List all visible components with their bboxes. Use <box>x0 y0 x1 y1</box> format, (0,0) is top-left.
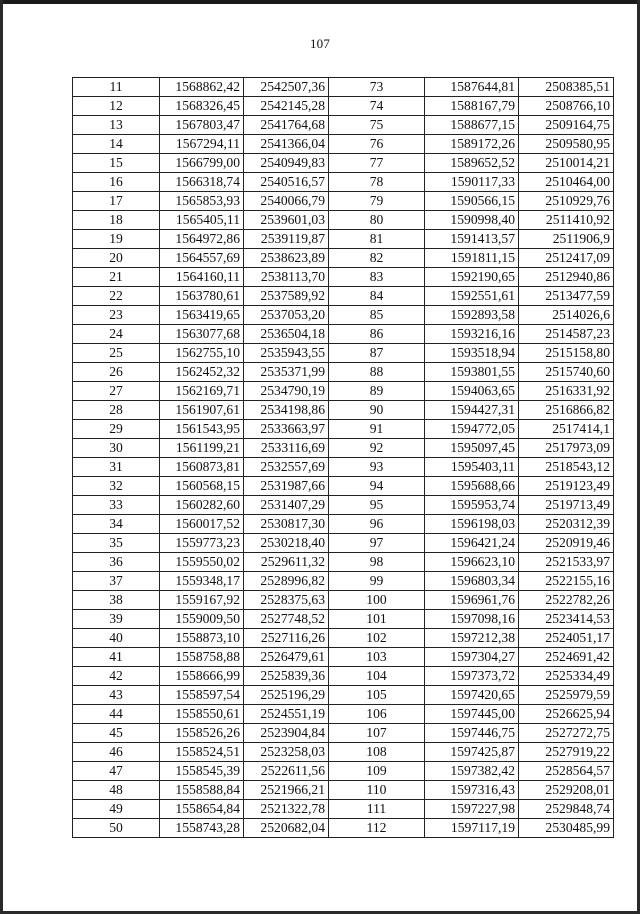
point-number-cell: 49 <box>73 800 160 819</box>
y-coordinate-cell: 2529848,74 <box>519 800 614 819</box>
point-number-cell: 22 <box>73 287 160 306</box>
point-number-cell: 81 <box>329 230 425 249</box>
y-coordinate-cell: 2537053,20 <box>244 306 329 325</box>
x-coordinate-cell: 1596961,76 <box>425 591 519 610</box>
y-coordinate-cell: 2539601,03 <box>244 211 329 230</box>
point-number-cell: 24 <box>73 325 160 344</box>
y-coordinate-cell: 2520919,46 <box>519 534 614 553</box>
y-coordinate-cell: 2529611,32 <box>244 553 329 572</box>
point-number-cell: 92 <box>329 439 425 458</box>
table-row <box>73 287 614 306</box>
y-coordinate-cell: 2516866,82 <box>519 401 614 420</box>
point-number-cell: 109 <box>329 762 425 781</box>
x-coordinate-cell: 1559009,50 <box>160 610 244 629</box>
y-coordinate-cell: 2511906,9 <box>519 230 614 249</box>
point-number-cell: 112 <box>329 819 425 838</box>
y-coordinate-cell: 2510464,00 <box>519 173 614 192</box>
y-coordinate-cell: 2517973,09 <box>519 439 614 458</box>
point-number-cell: 94 <box>329 477 425 496</box>
y-coordinate-cell: 2520312,39 <box>519 515 614 534</box>
table-row <box>73 268 614 287</box>
y-coordinate-cell: 2510014,21 <box>519 154 614 173</box>
y-coordinate-cell: 2519713,49 <box>519 496 614 515</box>
x-coordinate-cell: 1558550,61 <box>160 705 244 724</box>
point-number-cell: 39 <box>73 610 160 629</box>
point-number-cell: 76 <box>329 135 425 154</box>
y-coordinate-cell: 2534198,86 <box>244 401 329 420</box>
x-coordinate-cell: 1559348,17 <box>160 572 244 591</box>
x-coordinate-cell: 1596623,10 <box>425 553 519 572</box>
x-coordinate-cell: 1597373,72 <box>425 667 519 686</box>
y-coordinate-cell: 2515158,80 <box>519 344 614 363</box>
x-coordinate-cell: 1559167,92 <box>160 591 244 610</box>
x-coordinate-cell: 1589652,52 <box>425 154 519 173</box>
table-row <box>73 382 614 401</box>
y-coordinate-cell: 2540066,79 <box>244 192 329 211</box>
table-row <box>73 629 614 648</box>
point-number-cell: 91 <box>329 420 425 439</box>
x-coordinate-cell: 1558526,26 <box>160 724 244 743</box>
y-coordinate-cell: 2528375,63 <box>244 591 329 610</box>
x-coordinate-cell: 1597098,16 <box>425 610 519 629</box>
x-coordinate-cell: 1558524,51 <box>160 743 244 762</box>
x-coordinate-cell: 1594772,05 <box>425 420 519 439</box>
point-number-cell: 17 <box>73 192 160 211</box>
x-coordinate-cell: 1594427,31 <box>425 401 519 420</box>
y-coordinate-cell: 2522155,16 <box>519 572 614 591</box>
y-coordinate-cell: 2521322,78 <box>244 800 329 819</box>
table-row <box>73 534 614 553</box>
y-coordinate-cell: 2509164,75 <box>519 116 614 135</box>
x-coordinate-cell: 1558654,84 <box>160 800 244 819</box>
point-number-cell: 20 <box>73 249 160 268</box>
y-coordinate-cell: 2522782,26 <box>519 591 614 610</box>
x-coordinate-cell: 1587644,81 <box>425 78 519 97</box>
y-coordinate-cell: 2518543,12 <box>519 458 614 477</box>
x-coordinate-cell: 1597425,87 <box>425 743 519 762</box>
x-coordinate-cell: 1564972,86 <box>160 230 244 249</box>
y-coordinate-cell: 2535943,55 <box>244 344 329 363</box>
x-coordinate-cell: 1565853,93 <box>160 192 244 211</box>
x-coordinate-cell: 1564160,11 <box>160 268 244 287</box>
x-coordinate-cell: 1559773,23 <box>160 534 244 553</box>
y-coordinate-cell: 2539119,87 <box>244 230 329 249</box>
x-coordinate-cell: 1588677,15 <box>425 116 519 135</box>
point-number-cell: 19 <box>73 230 160 249</box>
point-number-cell: 86 <box>329 325 425 344</box>
point-number-cell: 42 <box>73 667 160 686</box>
table-row <box>73 724 614 743</box>
table-row <box>73 401 614 420</box>
x-coordinate-cell: 1596198,03 <box>425 515 519 534</box>
point-number-cell: 11 <box>73 78 160 97</box>
y-coordinate-cell: 2531407,29 <box>244 496 329 515</box>
x-coordinate-cell: 1568326,45 <box>160 97 244 116</box>
x-coordinate-cell: 1564557,69 <box>160 249 244 268</box>
point-number-cell: 13 <box>73 116 160 135</box>
point-number-cell: 104 <box>329 667 425 686</box>
y-coordinate-cell: 2525979,59 <box>519 686 614 705</box>
point-number-cell: 32 <box>73 477 160 496</box>
y-coordinate-cell: 2527748,52 <box>244 610 329 629</box>
point-number-cell: 14 <box>73 135 160 154</box>
y-coordinate-cell: 2530817,30 <box>244 515 329 534</box>
x-coordinate-cell: 1558545,39 <box>160 762 244 781</box>
x-coordinate-cell: 1562755,10 <box>160 344 244 363</box>
y-coordinate-cell: 2527919,22 <box>519 743 614 762</box>
x-coordinate-cell: 1568862,42 <box>160 78 244 97</box>
y-coordinate-cell: 2510929,76 <box>519 192 614 211</box>
y-coordinate-cell: 2521533,97 <box>519 553 614 572</box>
x-coordinate-cell: 1591413,57 <box>425 230 519 249</box>
y-coordinate-cell: 2508766,10 <box>519 97 614 116</box>
point-number-cell: 43 <box>73 686 160 705</box>
y-coordinate-cell: 2508385,51 <box>519 78 614 97</box>
y-coordinate-cell: 2526479,61 <box>244 648 329 667</box>
table-row <box>73 591 614 610</box>
x-coordinate-cell: 1558666,99 <box>160 667 244 686</box>
y-coordinate-cell: 2511410,92 <box>519 211 614 230</box>
table-row <box>73 78 614 97</box>
x-coordinate-cell: 1596803,34 <box>425 572 519 591</box>
table-row <box>73 762 614 781</box>
table-row <box>73 420 614 439</box>
x-coordinate-cell: 1566799,00 <box>160 154 244 173</box>
point-number-cell: 100 <box>329 591 425 610</box>
y-coordinate-cell: 2523904,84 <box>244 724 329 743</box>
table-row <box>73 648 614 667</box>
point-number-cell: 26 <box>73 363 160 382</box>
scan-border-top <box>0 0 640 4</box>
point-number-cell: 111 <box>329 800 425 819</box>
point-number-cell: 29 <box>73 420 160 439</box>
point-number-cell: 107 <box>329 724 425 743</box>
x-coordinate-cell: 1597304,27 <box>425 648 519 667</box>
point-number-cell: 73 <box>329 78 425 97</box>
point-number-cell: 37 <box>73 572 160 591</box>
point-number-cell: 15 <box>73 154 160 173</box>
y-coordinate-cell: 2540949,83 <box>244 154 329 173</box>
x-coordinate-cell: 1589172,26 <box>425 135 519 154</box>
x-coordinate-cell: 1562169,71 <box>160 382 244 401</box>
point-number-cell: 25 <box>73 344 160 363</box>
table-row <box>73 477 614 496</box>
point-number-cell: 105 <box>329 686 425 705</box>
table-row <box>73 496 614 515</box>
table-row <box>73 116 614 135</box>
table-row <box>73 553 614 572</box>
x-coordinate-cell: 1567294,11 <box>160 135 244 154</box>
x-coordinate-cell: 1591811,15 <box>425 249 519 268</box>
y-coordinate-cell: 2524051,17 <box>519 629 614 648</box>
y-coordinate-cell: 2526625,94 <box>519 705 614 724</box>
x-coordinate-cell: 1563077,68 <box>160 325 244 344</box>
x-coordinate-cell: 1597382,42 <box>425 762 519 781</box>
point-number-cell: 82 <box>329 249 425 268</box>
point-number-cell: 96 <box>329 515 425 534</box>
table-row <box>73 344 614 363</box>
table-row <box>73 458 614 477</box>
x-coordinate-cell: 1565405,11 <box>160 211 244 230</box>
x-coordinate-cell: 1594063,65 <box>425 382 519 401</box>
point-number-cell: 103 <box>329 648 425 667</box>
point-number-cell: 16 <box>73 173 160 192</box>
point-number-cell: 101 <box>329 610 425 629</box>
y-coordinate-cell: 2524691,42 <box>519 648 614 667</box>
point-number-cell: 85 <box>329 306 425 325</box>
point-number-cell: 48 <box>73 781 160 800</box>
y-coordinate-cell: 2513477,59 <box>519 287 614 306</box>
point-number-cell: 78 <box>329 173 425 192</box>
table-row <box>73 819 614 838</box>
table-row <box>73 154 614 173</box>
point-number-cell: 90 <box>329 401 425 420</box>
y-coordinate-cell: 2536504,18 <box>244 325 329 344</box>
point-number-cell: 110 <box>329 781 425 800</box>
table-row <box>73 572 614 591</box>
point-number-cell: 106 <box>329 705 425 724</box>
y-coordinate-cell: 2538623,89 <box>244 249 329 268</box>
table-row <box>73 306 614 325</box>
x-coordinate-cell: 1597445,00 <box>425 705 519 724</box>
point-number-cell: 35 <box>73 534 160 553</box>
y-coordinate-cell: 2514026,6 <box>519 306 614 325</box>
scan-border-left <box>0 0 3 914</box>
point-number-cell: 34 <box>73 515 160 534</box>
x-coordinate-cell: 1593801,55 <box>425 363 519 382</box>
point-number-cell: 12 <box>73 97 160 116</box>
y-coordinate-cell: 2534790,19 <box>244 382 329 401</box>
point-number-cell: 99 <box>329 572 425 591</box>
x-coordinate-cell: 1558758,88 <box>160 648 244 667</box>
point-number-cell: 21 <box>73 268 160 287</box>
table-row <box>73 211 614 230</box>
x-coordinate-cell: 1593216,16 <box>425 325 519 344</box>
point-number-cell: 27 <box>73 382 160 401</box>
y-coordinate-cell: 2524551,19 <box>244 705 329 724</box>
x-coordinate-cell: 1561907,61 <box>160 401 244 420</box>
x-coordinate-cell: 1558597,54 <box>160 686 244 705</box>
y-coordinate-cell: 2523414,53 <box>519 610 614 629</box>
coordinates-table-body <box>73 78 614 838</box>
x-coordinate-cell: 1563780,61 <box>160 287 244 306</box>
y-coordinate-cell: 2538113,70 <box>244 268 329 287</box>
y-coordinate-cell: 2530485,99 <box>519 819 614 838</box>
x-coordinate-cell: 1597420,65 <box>425 686 519 705</box>
table-row <box>73 743 614 762</box>
point-number-cell: 18 <box>73 211 160 230</box>
table-row <box>73 363 614 382</box>
y-coordinate-cell: 2528996,82 <box>244 572 329 591</box>
point-number-cell: 44 <box>73 705 160 724</box>
table-row <box>73 173 614 192</box>
page-number: 107 <box>309 36 331 51</box>
y-coordinate-cell: 2530218,40 <box>244 534 329 553</box>
point-number-cell: 89 <box>329 382 425 401</box>
point-number-cell: 84 <box>329 287 425 306</box>
x-coordinate-cell: 1597212,38 <box>425 629 519 648</box>
point-number-cell: 40 <box>73 629 160 648</box>
y-coordinate-cell: 2533116,69 <box>244 439 329 458</box>
point-number-cell: 45 <box>73 724 160 743</box>
table-row <box>73 610 614 629</box>
x-coordinate-cell: 1588167,79 <box>425 97 519 116</box>
y-coordinate-cell: 2527116,26 <box>244 629 329 648</box>
y-coordinate-cell: 2509580,95 <box>519 135 614 154</box>
table-row <box>73 135 614 154</box>
x-coordinate-cell: 1597227,98 <box>425 800 519 819</box>
table-row <box>73 686 614 705</box>
x-coordinate-cell: 1597117,19 <box>425 819 519 838</box>
y-coordinate-cell: 2525196,29 <box>244 686 329 705</box>
point-number-cell: 46 <box>73 743 160 762</box>
x-coordinate-cell: 1566318,74 <box>160 173 244 192</box>
y-coordinate-cell: 2532557,69 <box>244 458 329 477</box>
x-coordinate-cell: 1590117,33 <box>425 173 519 192</box>
y-coordinate-cell: 2542145,28 <box>244 97 329 116</box>
x-coordinate-cell: 1592551,61 <box>425 287 519 306</box>
point-number-cell: 97 <box>329 534 425 553</box>
point-number-cell: 36 <box>73 553 160 572</box>
y-coordinate-cell: 2528564,57 <box>519 762 614 781</box>
y-coordinate-cell: 2521966,21 <box>244 781 329 800</box>
y-coordinate-cell: 2515740,60 <box>519 363 614 382</box>
y-coordinate-cell: 2540516,57 <box>244 173 329 192</box>
y-coordinate-cell: 2525334,49 <box>519 667 614 686</box>
x-coordinate-cell: 1560017,52 <box>160 515 244 534</box>
x-coordinate-cell: 1563419,65 <box>160 306 244 325</box>
y-coordinate-cell: 2537589,92 <box>244 287 329 306</box>
point-number-cell: 95 <box>329 496 425 515</box>
x-coordinate-cell: 1558873,10 <box>160 629 244 648</box>
x-coordinate-cell: 1567803,47 <box>160 116 244 135</box>
point-number-cell: 50 <box>73 819 160 838</box>
y-coordinate-cell: 2533663,97 <box>244 420 329 439</box>
y-coordinate-cell: 2516331,92 <box>519 382 614 401</box>
point-number-cell: 33 <box>73 496 160 515</box>
x-coordinate-cell: 1595403,11 <box>425 458 519 477</box>
y-coordinate-cell: 2512940,86 <box>519 268 614 287</box>
point-number-cell: 79 <box>329 192 425 211</box>
x-coordinate-cell: 1560568,15 <box>160 477 244 496</box>
point-number-cell: 88 <box>329 363 425 382</box>
point-number-cell: 28 <box>73 401 160 420</box>
point-number-cell: 93 <box>329 458 425 477</box>
x-coordinate-cell: 1595688,66 <box>425 477 519 496</box>
point-number-cell: 98 <box>329 553 425 572</box>
point-number-cell: 47 <box>73 762 160 781</box>
point-number-cell: 102 <box>329 629 425 648</box>
table-row <box>73 97 614 116</box>
table-row <box>73 667 614 686</box>
x-coordinate-cell: 1597316,43 <box>425 781 519 800</box>
x-coordinate-cell: 1593518,94 <box>425 344 519 363</box>
x-coordinate-cell: 1561199,21 <box>160 439 244 458</box>
point-number-cell: 41 <box>73 648 160 667</box>
table-row <box>73 249 614 268</box>
x-coordinate-cell: 1560873,81 <box>160 458 244 477</box>
x-coordinate-cell: 1558588,84 <box>160 781 244 800</box>
table-row <box>73 325 614 344</box>
y-coordinate-cell: 2541366,04 <box>244 135 329 154</box>
x-coordinate-cell: 1558743,28 <box>160 819 244 838</box>
y-coordinate-cell: 2535371,99 <box>244 363 329 382</box>
coordinates-table <box>72 77 614 838</box>
y-coordinate-cell: 2519123,49 <box>519 477 614 496</box>
y-coordinate-cell: 2522611,56 <box>244 762 329 781</box>
x-coordinate-cell: 1596421,24 <box>425 534 519 553</box>
x-coordinate-cell: 1590998,40 <box>425 211 519 230</box>
point-number-cell: 30 <box>73 439 160 458</box>
y-coordinate-cell: 2529208,01 <box>519 781 614 800</box>
x-coordinate-cell: 1592190,65 <box>425 268 519 287</box>
point-number-cell: 83 <box>329 268 425 287</box>
point-number-cell: 23 <box>73 306 160 325</box>
table-row <box>73 192 614 211</box>
x-coordinate-cell: 1597446,75 <box>425 724 519 743</box>
y-coordinate-cell: 2514587,23 <box>519 325 614 344</box>
x-coordinate-cell: 1562452,32 <box>160 363 244 382</box>
y-coordinate-cell: 2525839,36 <box>244 667 329 686</box>
x-coordinate-cell: 1595097,45 <box>425 439 519 458</box>
y-coordinate-cell: 2512417,09 <box>519 249 614 268</box>
x-coordinate-cell: 1559550,02 <box>160 553 244 572</box>
x-coordinate-cell: 1595953,74 <box>425 496 519 515</box>
y-coordinate-cell: 2541764,68 <box>244 116 329 135</box>
table-row <box>73 515 614 534</box>
point-number-cell: 80 <box>329 211 425 230</box>
point-number-cell: 74 <box>329 97 425 116</box>
x-coordinate-cell: 1560282,60 <box>160 496 244 515</box>
y-coordinate-cell: 2527272,75 <box>519 724 614 743</box>
table-row <box>73 705 614 724</box>
y-coordinate-cell: 2520682,04 <box>244 819 329 838</box>
point-number-cell: 31 <box>73 458 160 477</box>
table-row <box>73 800 614 819</box>
y-coordinate-cell: 2531987,66 <box>244 477 329 496</box>
table-row <box>73 781 614 800</box>
point-number-cell: 38 <box>73 591 160 610</box>
y-coordinate-cell: 2542507,36 <box>244 78 329 97</box>
x-coordinate-cell: 1561543,95 <box>160 420 244 439</box>
point-number-cell: 75 <box>329 116 425 135</box>
x-coordinate-cell: 1590566,15 <box>425 192 519 211</box>
table-row <box>73 439 614 458</box>
point-number-cell: 108 <box>329 743 425 762</box>
point-number-cell: 77 <box>329 154 425 173</box>
y-coordinate-cell: 2517414,1 <box>519 420 614 439</box>
y-coordinate-cell: 2523258,03 <box>244 743 329 762</box>
point-number-cell: 87 <box>329 344 425 363</box>
x-coordinate-cell: 1592893,58 <box>425 306 519 325</box>
table-row <box>73 230 614 249</box>
